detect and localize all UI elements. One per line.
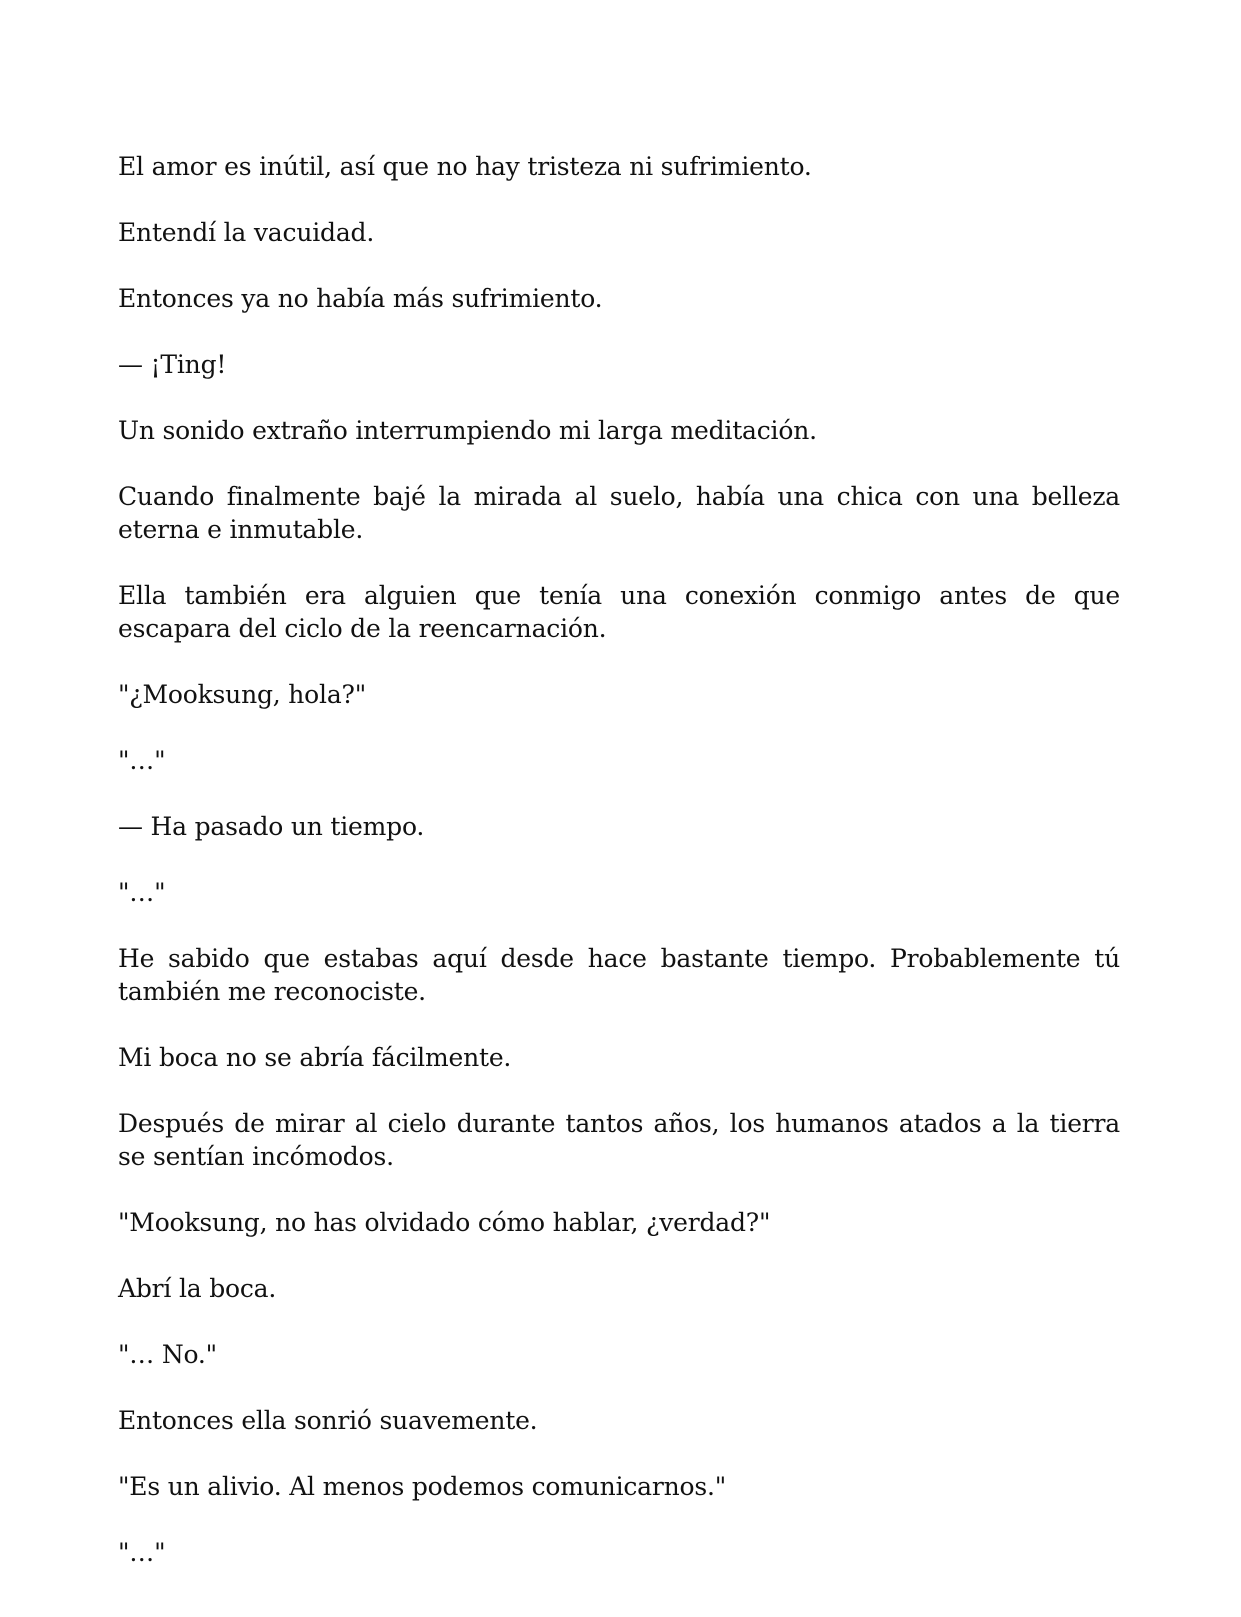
paragraph: Abrí la boca. — [118, 1274, 277, 1303]
paragraph: "… No." — [118, 1340, 217, 1369]
paragraph: "…" — [118, 1538, 166, 1567]
paragraph: — ¡Ting! — [118, 350, 227, 379]
paragraph: "…" — [118, 878, 166, 907]
paragraph: He sabido que estabas aquí desde hace bastante tiempo. Probablemente tú también me reconociste. — [118, 944, 1120, 1006]
document-body — [118, 150, 1120, 1602]
paragraph: "…" — [118, 746, 166, 775]
paragraph: Entonces ya no había más sufrimiento. — [118, 284, 603, 313]
paragraph: "Mooksung, no has olvidado cómo hablar, ¿verdad?" — [118, 1208, 771, 1237]
paragraph: Entendí la vacuidad. — [118, 218, 375, 247]
paragraph: Ella también era alguien que tenía una conexión conmigo antes de que escapara del ciclo de la reencarnación. — [118, 581, 1120, 643]
paragraph: Mi boca no se abría fácilmente. — [118, 1043, 512, 1072]
paragraph: "Es un alivio. Al menos podemos comunicarnos." — [118, 1472, 727, 1501]
paragraph: Después de mirar al cielo durante tantos años, los humanos atados a la tierra se sentían incómodos. — [118, 1109, 1120, 1171]
paragraph: — Ha pasado un tiempo. — [118, 812, 425, 841]
paragraph: Un sonido extraño interrumpiendo mi larga meditación. — [118, 416, 817, 445]
paragraph: Entonces ella sonrió suavemente. — [118, 1406, 538, 1435]
paragraph: "¿Mooksung, hola?" — [118, 680, 367, 709]
paragraph: Cuando finalmente bajé la mirada al suelo, había una chica con una belleza eterna e inmutable. — [118, 482, 1120, 544]
paragraph: El amor es inútil, así que no hay tristeza ni sufrimiento. — [118, 152, 812, 181]
